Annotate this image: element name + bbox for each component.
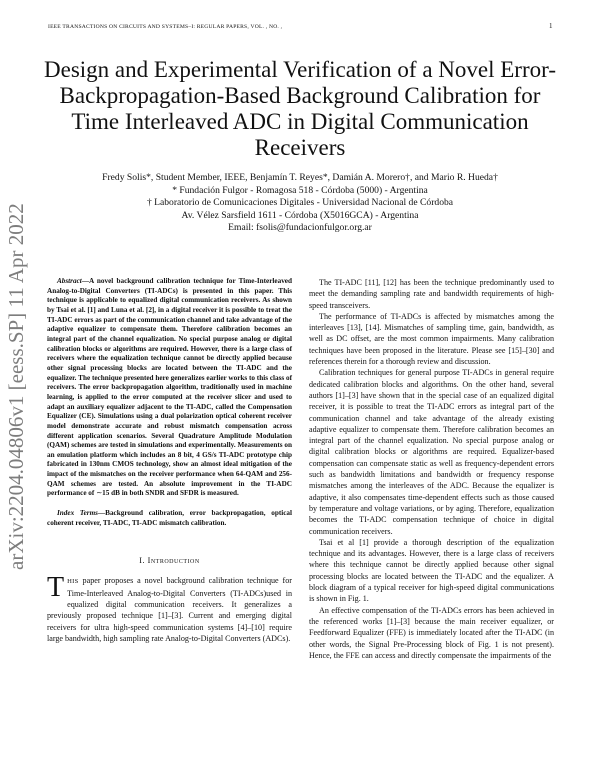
drop-cap: T — [47, 572, 65, 604]
section-heading-introduction: I. Introduction — [139, 556, 200, 566]
body-paragraph: An effective compensation of the TI-ADCs errors has been achieved in the referenced works [1]–[3] because the main receiver equalizer, or Feedforward Equalizer (FFE) is immediately located after the TI-ADC (in other words, the Signal Pre-Processing block of Fig. 1 is not present). Hence, the FFE can access and directly compensate the impairments of the — [309, 605, 554, 660]
affiliation-1: * Fundación Fulgor - Romagosa 518 - Córdoba (5000) - Argentina — [172, 184, 428, 196]
affiliation-address: Av. Vélez Sarsfield 1611 - Córdoba (X5016GCA) - Argentina — [181, 209, 419, 221]
intro-paragraph — [47, 572, 292, 644]
intro-lead-word: HIS — [67, 578, 79, 586]
abstract — [47, 277, 292, 499]
abstract-text: —A novel background calibration technique for Time-Interleaved Analog-to-Digital Converters (TI-ADCs) is presented in this paper. This technique is applicable to equalized digital communication receivers. As shown by Tsai et al. [1] and Luna et al. [2], in a digital receiver it is possible to treat the TI-ADC errors as part of the communication channel and take advantage of the adaptive equalizer to compensate them. Therefore calibration becomes an integral part of the channel equalization. No special purpose analog or digital calibration blocks or algorithms are required. However, there is a large class of receivers where the equalization technique cannot be directly applied because other signal processing blocks are located between the TI-ADC and the equalizer. The technique presented here generalizes earlier works to this class of receivers. The error backpropagation algorithm, traditionally used in machine learning, is applied to the error computed at the receiver slicer and used to adapt an auxiliary equalizer adjacent to the TI-ADC, called the Compensation Equalizer (CE). Simulations using a dual polarization optical coherent receiver model demonstrate accurate and robust mismatch compensation across different application scenarios. Several Quadrature Amplitude Modulation (QAM) schemes are tested in simulations and experimentally. Measurements on an emulation platform which includes an 8 bit, 4 GS/s TI-ADC prototype chip fabricated in 130nm CMOS technology, show an almost ideal mitigation of the impact of the mismatches on the receiver performance when 64-QAM and 256-QAM schemes are tested. An absolute improvement in the TI-ADC performance of ∼15 dB in both SNDR and SFDR is measured. — [47, 277, 292, 498]
page-number: 1 — [549, 22, 553, 30]
affiliation-2: † Laboratorio de Comunicaciones Digitales - Universidad Nacional de Córdoba — [146, 197, 454, 208]
paper-title: Design and Experimental Verification of a Novel Error-Backpropagation-Based Background Calibration for Time Interleaved ADC in Digital Communication Receivers — [44, 57, 556, 160]
body-paragraph: Tsai et al [1] provide a thorough description of the equalization technique and its advantages. However, there is a large class of receivers where this technique cannot be directly applied because other signal processing blocks are located between the TI-ADC and the equalizer. A block diagram of a typical receiver for high-speed digital communications is shown in Fig. 1. — [309, 537, 554, 604]
right-column — [309, 277, 554, 661]
intro-text: paper proposes a novel background calibration technique for Time-Interleaved Analog-to-Digital Converters (TI-ADCs)used in equalized digital communication receivers. It generalizes a previously proposed technique [1]–[3]. Current and emerging digital receivers for ultra high-speed communication systems [4]–[10] require large bandwidth, high sampling rate Analog-to-Digital Converters (ADCs). — [47, 576, 292, 643]
contact-email[interactable]: Email: fsolis@fundacionfulgor.org.ar — [228, 222, 372, 233]
author-block — [40, 172, 560, 235]
abstract-label: Abstract — [57, 277, 82, 285]
author-list: Fredy Solis*, Student Member, IEEE, Benjamín T. Reyes*, Damián A. Morero†, and Mario R. Hueda† — [102, 172, 498, 183]
body-paragraph: The TI-ADC [11], [12] has been the technique predominantly used to meet the demanding sampling rate and bandwidth requirements of high-speed transceivers. — [309, 278, 554, 310]
index-terms-text: —Background calibration, error backpropagation, optical coherent receiver, TI-ADC, TI-ADC mismatch calibration. — [47, 509, 292, 527]
running-header: IEEE TRANSACTIONS ON CIRCUITS AND SYSTEMS–I: REGULAR PAPERS, VOL. , NO. , — [48, 24, 283, 30]
index-terms-label: Index Terms — [57, 509, 98, 518]
arxiv-identifier[interactable]: arXiv:2204.04806v1 [eess.SP] 11 Apr 2022 — [4, 203, 28, 570]
left-column — [47, 277, 292, 644]
index-terms — [47, 509, 292, 528]
body-paragraph: The performance of TI-ADCs is affected by mismatches among the interleaves [13], [14]. Mismatches of sampling time, gain, bandwidth, as well as DC offset, are the most common impairments. Many calibration techniques have been proposed in the literature. Please see [15]–[30] and references therein for a thorough review and discussion. — [309, 311, 554, 367]
body-paragraph: Calibration techniques for general purpose TI-ADCs in general require dedicated calibration blocks and algorithms. On the other hand, several authors [1]–[3] have shown that in the special case of an equalized digital receiver, it is possible to treat the TI-ADC errors as integral part of the communication channel and take advantage of the already existing adaptive equalizer to compensate them. Therefore calibration becomes an integral part of the channel equalization. No special purpose analog or digital calibration blocks or algorithms are required. Equalizer-based compensation can compensate static as well as frequency-dependent errors such as bandwidth limitations and bandwidth or frequency response mismatches among the interleaves of the ADC. Because the equalizer is adaptive, it also compensates time-dependent effects such as those caused by temperature and voltage variations, or by aging. Therefore, equalization becomes the TI-ADC compensation technique of choice in digital communication receivers. — [309, 368, 554, 536]
